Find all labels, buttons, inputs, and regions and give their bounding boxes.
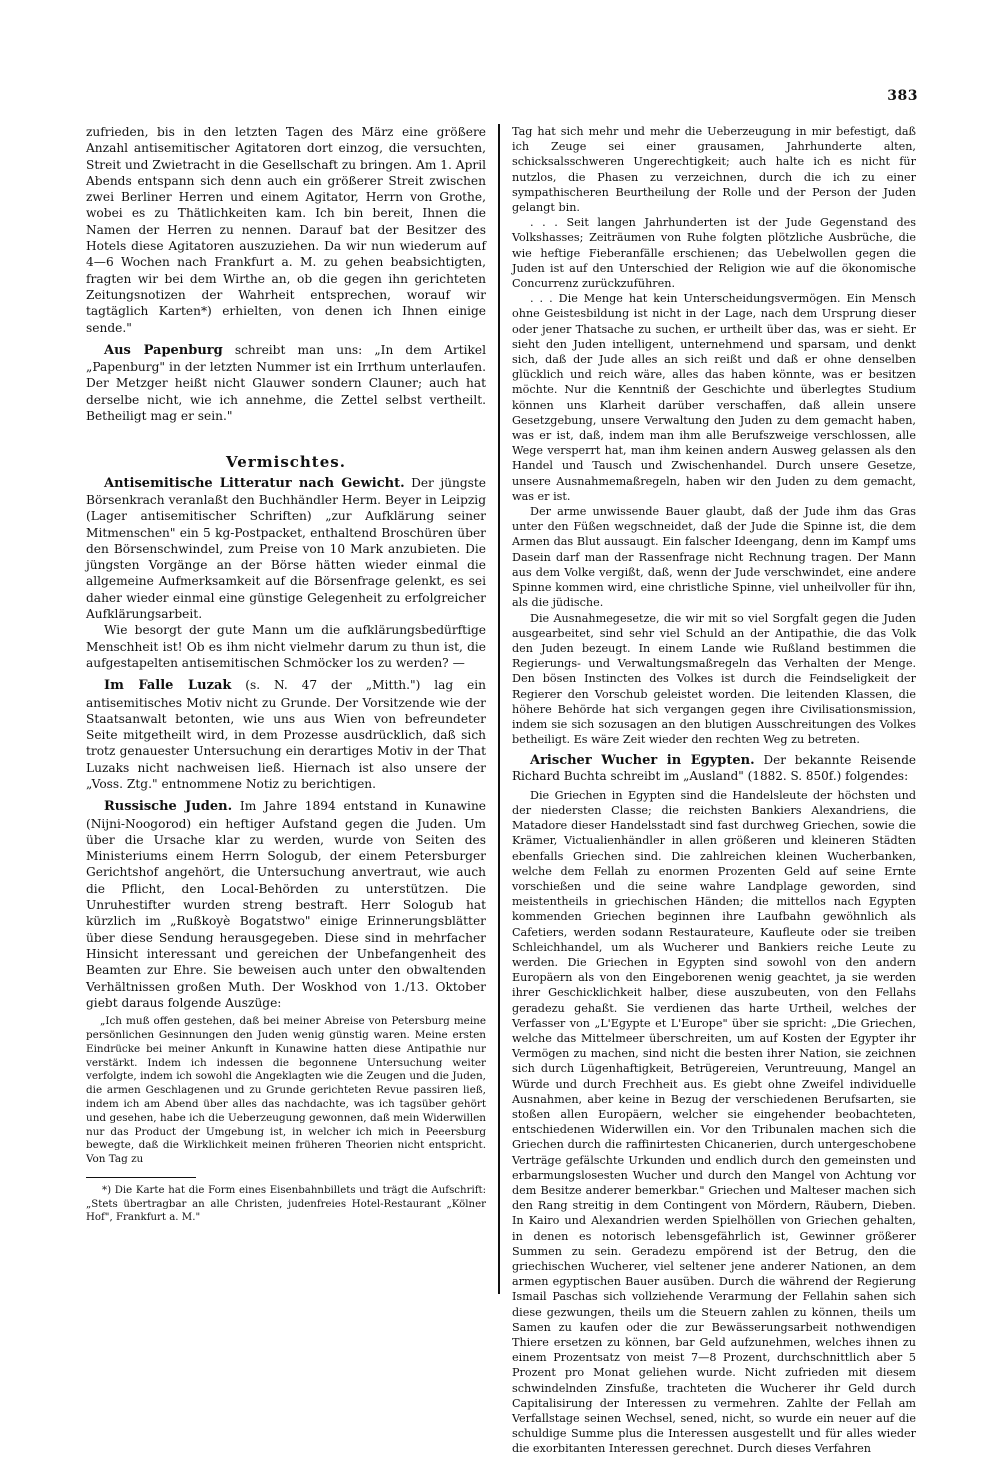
footnote: *) Die Karte hat die Form eines Eisenbahnbillets und trägt die Aufschrift: „Stets übertragbar an alle Christen, judenfreies Hotel-Restaurant „Kölner Hof", Frankfurt a. M." — [86, 1184, 486, 1224]
russische-juden-text: Im Jahre 1894 entstand in Kunawine (Nijni-Noogorod) ein heftiger Aufstand gegen die Juden. Um über die Ursache klar zu werden, wurde von Seiten des Ministeriums einem Herrn Sologub, der einem Petersburger Gerichtshof angehört, die Untersuchung anvertraut, wie auch die Pflicht, den Local-Behörden zu unterstützen. Die Unruhestifter wurden streng bestraft. Herr Sologub hat kürzlich im „Rußkoyè Bogatstwo" einige Erinnerungsblätter über diese Sendung herausgegeben. Diese sind in mehrfacher Hinsicht interessant und gereichen der Unbefangenheit des Beamten zur Ehre. Sie beweisen auch unter den obwaltenden Verhältnissen großen Muth. Der Woskhod von 1./13. Oktober giebt daraus folgende Auszüge: — [86, 799, 487, 1010]
right-column — [512, 124, 916, 1456]
paragraph-litteratur-comment: Wie besorgt der gute Mann um die aufklärungsbedürftige Menschheit ist! Ob es ihm nicht vielmehr darum zu thun ist, die aufgestapelten antisemitischen Schmöcker los zu werden? — — [86, 623, 486, 670]
paragraph-quote-continued: Tag hat sich mehr und mehr die Ueberzeugung in mir befestigt, daß ich Zeuge sei einer grausamen, Jahrhunderte alten, schicksalsschweren Ungerechtigkeit; auch halte ich es nicht für nutzlos, die Phasen zu verzeichnen, durch die ich zu einer sympathischeren Beurtheilung der Rolle und der Person der Juden gelangt bin. — [512, 125, 916, 215]
page-number: 383 — [887, 88, 918, 104]
paragraph-hotel-report: zufrieden, bis in den letzten Tagen des März eine größere Anzahl antisemitischer Agitatoren dort einzog, die versuchten, Streit und Zwietracht in die Gesellschaft zu bringen. Am 1. April Abends entspann sich denn auch ein größerer Streit zwischen zwei Berliner Herren und einem Agitator, Herrn von Grothe, wobei es zu Thätlichkeiten kam. Ich bin bereit, Ihnen die Namen der Herren zu nennen. Darauf bat der Besitzer des Hotels diese Agitatoren auszuziehen. Da wir nun wiederum auf 4—6 Wochen nach Frankfurt a. M. zu gehen beabsichtigten, fragten wir bei dem Wirthe an, ob die gegen ihn gerichteten Zeitungsnotizen der Wahrheit entsprechen, worauf wir tagtäglich Karten*) erhielten, von denen ich Ihnen einige sende." — [86, 125, 486, 335]
papenburg-heading: Aus Papenburg — [104, 342, 223, 358]
column-rule — [498, 124, 500, 1294]
paragraph-volkshass: . . . Seit langen Jahrhunderten ist der Jude Gegenstand des Volkshasses; Zeiträumen von Ruhe folgten plötzliche Ausbrüche, die wie heftige Fieberanfälle erschienen; das Uebelwollen gegen die Juden ist auf den Unterschied der Religion wie auf die ökonomische Concurrenz zurückzuführen. — [512, 216, 916, 291]
section-heading-vermischtes: Vermischtes. — [226, 453, 346, 472]
litteratur-heading: Antisemitische Litteratur nach Gewicht. — [104, 475, 405, 491]
paragraph-ausnahmegesetze: Die Ausnahmegesetze, die wir mit so viel Sorgfalt gegen die Juden ausgearbeitet, sind sehr viel Schuld an der Antipathie, die das Volk den Juden bezeugt. In einem Lande wie Rußland bestimmen die Regierungs- und Verwaltungsmaßregeln das Verhalten der Menge. Den bösen Instincten des Volkes ist durch die Feindseligkeit der Regierer den Vorschub geleistet worden. Die leitenden Klassen, die höhere Behörde hat sich vergangen gegen ihre Civilisationsmission, indem sie sich sozusagen an den blutigen Ausschreitungen des Volkes betheiligt. Es wäre Zeit wieder den rechten Weg zu betreten. — [512, 611, 916, 747]
russische-juden-heading: Russische Juden. — [104, 799, 233, 815]
paragraph-papenburg — [86, 342, 486, 424]
footnote-divider — [86, 1177, 196, 1178]
paragraph-bauer: Der arme unwissende Bauer glaubt, daß der Jude ihm das Gras unter den Füßen wegschneidet, daß der Jude die Spinne ist, die dem Armen das Blut aussaugt. Ein falscher Ideengang, denn im Kampf ums Dasein darf man der Rassenfrage nicht Rechnung tragen. Der Mann aus dem Volke vergißt, daß, wenn der Jude verschwindet, eine andere Spinne kommen wird, eine christliche Spinne, viel unheilvoller für ihn, als die jüdische. — [512, 505, 916, 610]
luzak-heading: Im Falle Luzak — [104, 678, 232, 694]
litteratur-text: Der jüngste Börsenkrach veranlaßt den Buchhändler Herm. Beyer in Leipzig (Lager antisemitischer Schriften) „zur Aufklärung seiner Mitmenschen" ein 5 kg-Postpacket, enthaltend Broschüren über den Börsenschwindel, zum Preise von 10 Mark anzubieten. Die jüngsten Vorgänge an der Börse hätten wieder einmal die allgemeine Aufmerksamkeit auf die Börsenfrage gelenkt, es sei daher wieder einmal eine günstige Gelegenheit zu erfolgreicher Aufklärungsarbeit. — [86, 475, 486, 622]
paragraph-litteratur — [86, 475, 486, 623]
paragraph-russische-juden — [86, 798, 486, 1011]
paragraph-luzak — [86, 677, 486, 792]
quote-sologub: „Ich muß offen gestehen, daß bei meiner Abreise von Petersburg meine persönlichen Gesinnungen den Juden wenig günstig waren. Meine ersten Eindrücke bei meiner Ankunft in Kunawine hatten diese Antipathie nur verstärkt. Indem ich indessen die begonnene Untersuchung weiter verfolgte, indem ich sowohl die Angeklagten wie die Zeugen und die Juden, die armen Geschlagenen und zu Grunde gerichteten Revue passiren ließ, indem ich am Abend über alles das nachdachte, was ich tagsüber gehört und gesehen, habe ich die Ueberzeugung gewonnen, daß mein Widerwillen nur das Product der Umgebung ist, in welcher ich mich in Peeersburg bewegte, daß die Wirklichkeit meinen früheren Theorien nicht entspricht. Von Tag zu — [86, 1015, 486, 1166]
luzak-text: (s. N. 47 der „Mitth.") lag ein antisemitisches Motiv nicht zu Grunde. Der Vorsitzende wie der Staatsanwalt betonten, wie uns aus Wien von befreundeter Seite mitgetheilt wird, in dem Prozesse ausdrücklich, daß sich trotz genauester Untersuchung ein derartiges Motiv in der That Luzaks nicht nachweisen ließ. Hiernach ist also unsere der „Voss. Ztg." entnommene Notiz zu berichtigen. — [86, 678, 486, 791]
wucher-intro: Der bekannte Reisende Richard Buchta schreibt im „Ausland" (1882. S. 850f.) folgendes: — [512, 753, 916, 783]
wucher-heading: Arischer Wucher in Egypten. — [530, 753, 755, 769]
quote-buchta: Die Griechen in Egypten sind die Handelsleute der höchsten und der niedersten Classe; die reichsten Bankiers Alexandriens, die Matadore dieser Handelsstadt sind fast durchweg Griechen, sowie die Krämer, Victualienhändler in allen größeren und kleineren Städten ebenfalls Griechen sind. Die zahlreichen kleinen Wucherbanken, welche dem Fellah zu enormen Prozenten Geld auf seine Ernte vorschießen und die seine wahre Landplage geworden, sind meistentheils in griechischen Händen; die mittellos nach Egypten kommenden Griechen beginnen ihre Laufbahn gewöhnlich als Cafetiers, werden sodann Restaurateure, Kaufleute oder sie treiben Schleichhandel, um als Wucherer und Bankiers reiche Leute zu werden. Die Griechen in Egypten sind sowohl von den andern Europäern als von den Eingeborenen wenig geachtet, ja sie werden ihrer Geschicklichkeit halber, diese auszubeuten, von den Fellahs geradezu gehaßt. Sie verdienen das harte Urtheil, welches der Verfasser von „L'Egypte et L'Europe" über sie spricht: „Die Griechen, welche das Mittelmeer überschreiten, um auf Kosten der Egypter ihr Vermögen zu machen, sind nicht die besten ihrer Nation, sie zeichnen sich durch Lügenhaftigkeit, Betrügereien, Veruntreuung, Mangel an Würde und durch Frechheit aus. Es giebt ohne Zweifel individuelle Ausnahmen, aber keine in Bezug der verschiedenen Berufsarten, sie stoßen allen Europäern, welcher sie eingehender beobachteten, entschiedenen Widerwillen ein. Vor den Tribunalen machen sich die Griechen durch die raffinirtesten Chicanerien, durch untergeschobene Verträge gefälschte Urkunden und endlich durch den gemeinsten und erbarmungslosesten Wucher und durch den Mangel von Achtung vor dem Besitze anderer bemerkbar." Griechen und Malteser machen sich den Rang streitig in dem Contingent von Mördern, Räubern, Dieben. In Kairo und Alexandrien werden Spielhöllen von Griechen gehalten, in denen es notorisch lebensgefährlich ist, Gewinner größerer Summen zu sein. Geradezu empörend ist der Betrug, den die griechischen Wucherer, viel seltener jene anderer Nationen, an dem armen egyptischen Bauer ausüben. Durch die während der Regierung Ismail Paschas sich vollziehende Verarmung der Fellahin sahen sich diese gezwungen, theils um die Steuern zahlen zu können, theils um Samen zu kaufen oder die zur Bewässerungsarbeit nothwendigen Thiere ersetzen zu können, bar Geld aufzunehmen, welches ihnen zu einem Prozentsatz von meist 7—8 Prozent, durchschnittlich aber 5 Prozent pro Monat geliehen wurde. Nicht zufrieden mit diesem schwindelnden Zinsfuße, trachteten die Wucherer ihr Geld durch Capitalisirung der Interessen zu vermehren. Zahlte der Fellah am Verfallstage seinen Wechsel, sened, nicht, so wurde ein neuer auf die schuldige Summe plus die Interessen ausgestellt und für alles wieder die exorbitanten Interessen gerechnet. Durch dieses Verfahren — [512, 788, 916, 1456]
papenburg-text: schreibt man uns: „In dem Artikel „Papenburg" in der letzten Nummer ist ein Irrthum unterlaufen. Der Metzger heißt nicht Glauwer sondern Clauner; auch hat derselbe nicht, wie ich annehme, die Zettel selbst vertheilt. Betheiligt mag er sein." — [86, 342, 486, 424]
left-column — [86, 124, 486, 1294]
paragraph-wucher — [512, 753, 916, 783]
paragraph-menge: . . . Die Menge hat kein Unterscheidungsvermögen. Ein Mensch ohne Geistesbildung ist nicht in der Lage, nach dem Ursprung dieser oder jener Thatsache zu suchen, er urtheilt über das, was er sieht. Er sieht den Juden intelligent, unternehmend und sparsam, und denkt sich, daß der Jude alles an sich reißt und daß er ohne denselben glücklich und reich wäre, alles das haben könnte, was er besitzen möchte. Nur die Kenntniß der Geschichte und überlegtes Studium können uns Klarheit darüber verschaffen, daß allein unsere Gesetzgebung, unsere Verwaltung den Juden zu dem gemacht haben, was er ist, daß, indem man ihm alle Berufszweige verschlossen, alle Wege versperrt hat, man ihm keinen andern Ausweg gelassen als den Handel und Tausch und Zwischenhandel. Durch unsere Gesetze, unsere Ausnahmemaßregeln, haben wir den Juden zu dem gemacht, was er ist. — [512, 292, 916, 503]
